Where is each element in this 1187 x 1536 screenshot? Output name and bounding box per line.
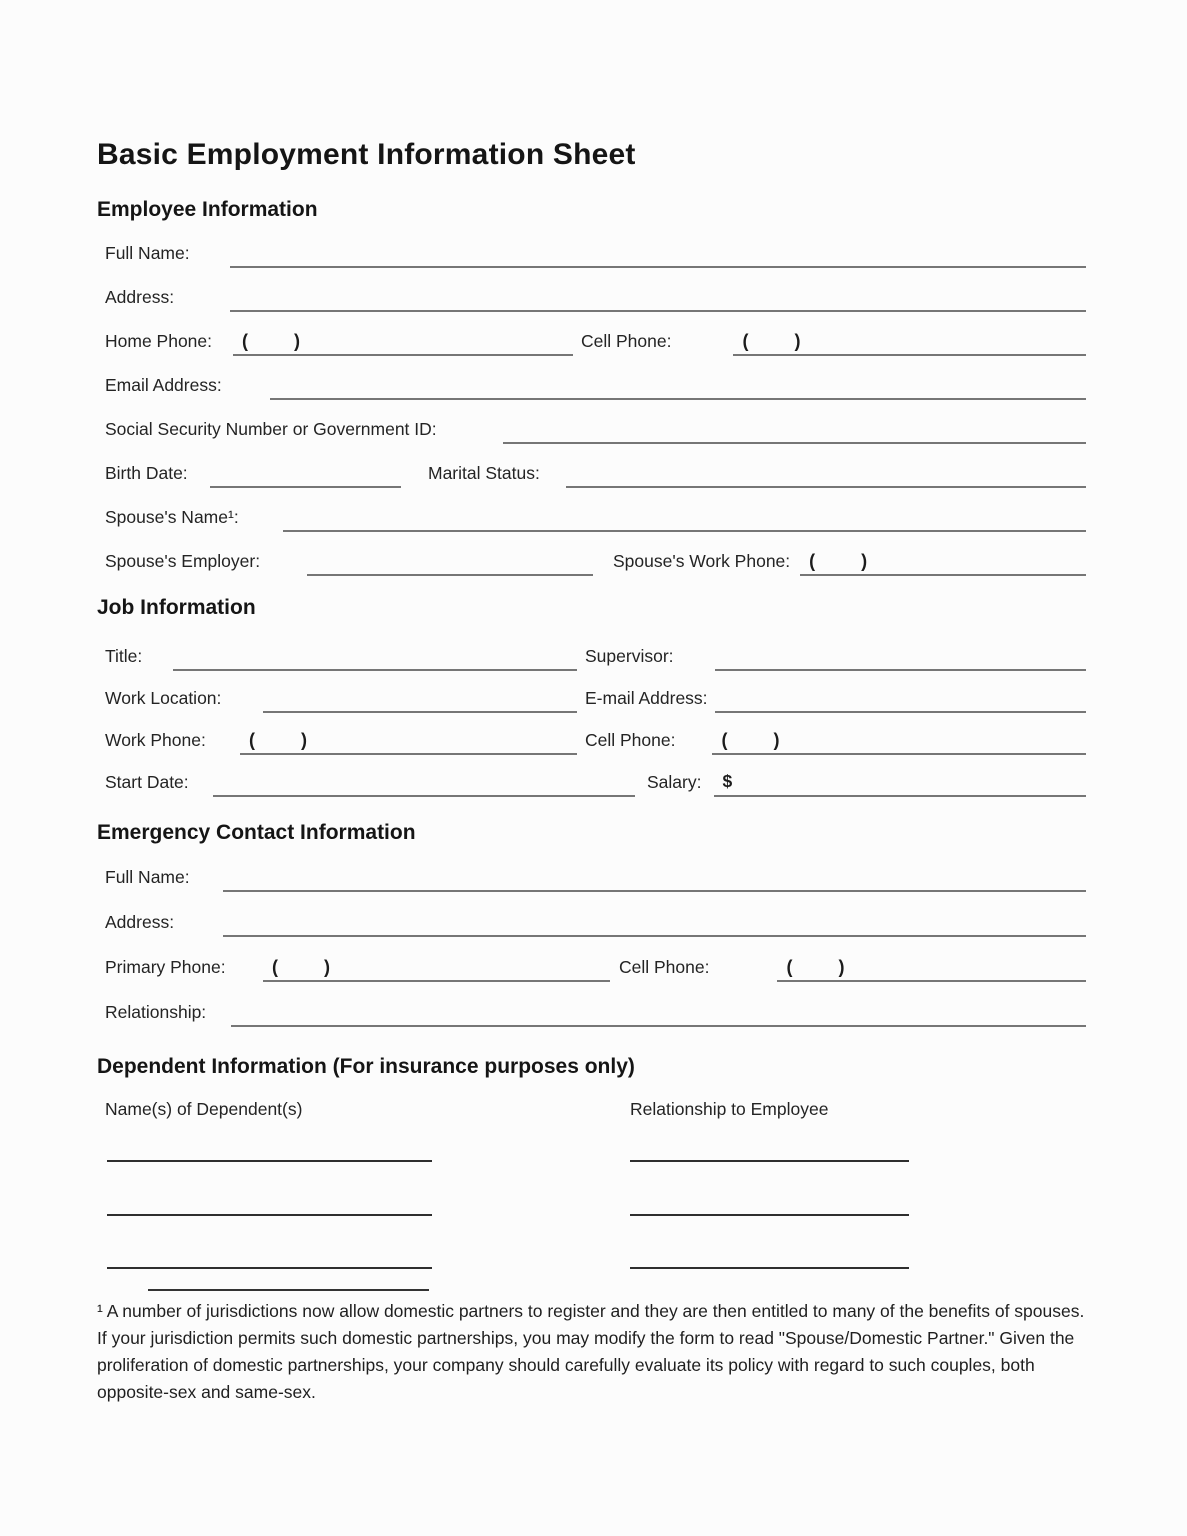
dependent-name-input-line[interactable] (107, 1160, 432, 1162)
start-date-group (105, 755, 635, 797)
dependent-relationship-input-line[interactable] (630, 1160, 909, 1162)
supervisor-input-line[interactable] (715, 629, 1086, 671)
dependent-name-column-header: Name(s) of Dependent(s) (105, 1099, 303, 1119)
employee-cell-phone-label: Cell Phone: (581, 331, 672, 351)
work-phone-group (105, 713, 577, 755)
paren-close: ) (324, 957, 330, 977)
field-row-employee-phones (97, 312, 1086, 356)
marital-status-input-line[interactable] (566, 444, 1086, 488)
field-row-relationship (97, 982, 1086, 1027)
birth-date-group (105, 444, 401, 488)
dependent-relationship-input-line[interactable] (630, 1267, 909, 1269)
emergency-address-input-line[interactable] (223, 892, 1086, 937)
phone-parentheses (249, 730, 307, 751)
dependent-name-input-line[interactable] (107, 1214, 432, 1216)
employee-cell-phone-group (581, 312, 1086, 356)
work-email-label: E-mail Address: (585, 688, 708, 708)
work-phone-label: Work Phone: (105, 730, 206, 750)
field-row-employee-email (97, 356, 1086, 400)
emergency-cell-phone-group (619, 937, 1086, 982)
paren-close: ) (773, 730, 780, 750)
form-content (97, 0, 1086, 1406)
job-cell-phone-label: Cell Phone: (585, 730, 676, 750)
field-row-start-salary (97, 755, 1086, 797)
dependent-row (97, 1267, 1086, 1269)
primary-phone-label: Primary Phone: (105, 957, 226, 977)
dependent-column-headers (97, 1099, 1086, 1120)
paren-open: ( (721, 730, 728, 750)
relationship-label: Relationship: (105, 1002, 207, 1022)
paren-open: ( (272, 957, 278, 977)
phone-parentheses (272, 957, 330, 978)
employee-full-name-input-line[interactable] (230, 224, 1086, 268)
home-phone-group (105, 312, 573, 356)
field-row-emergency-phones (97, 937, 1086, 982)
paren-open: ( (786, 957, 793, 977)
employee-fields (97, 224, 1086, 576)
marital-status-label: Marital Status: (428, 463, 540, 483)
job-title-input-line[interactable] (173, 629, 577, 671)
dollar-sign: $ (722, 771, 733, 791)
field-row-employee-address (97, 268, 1086, 312)
spouse-employer-label: Spouse's Employer: (105, 551, 261, 571)
salary-input-line[interactable] (714, 755, 1086, 797)
phone-parentheses (786, 957, 844, 978)
start-date-label: Start Date: (105, 772, 189, 792)
paren-open: ( (249, 730, 255, 750)
field-row-title-supervisor (97, 629, 1086, 671)
birth-date-input-line[interactable] (210, 444, 401, 488)
paren-close: ) (294, 331, 300, 351)
section-heading-employee: Employee Information (97, 198, 318, 221)
salary-group (647, 755, 1086, 797)
phone-parentheses (742, 331, 800, 352)
paren-open: ( (809, 551, 816, 571)
emergency-address-label: Address: (105, 912, 175, 932)
job-title-group (105, 629, 577, 671)
paren-open: ( (242, 331, 248, 351)
spouse-employer-input-line[interactable] (307, 532, 593, 576)
field-row-birth-marital (97, 444, 1086, 488)
field-row-employee-full-name (97, 224, 1086, 268)
spouse-work-phone-label: Spouse's Work Phone: (613, 551, 791, 571)
primary-phone-input-line[interactable] (263, 937, 610, 982)
spouse-employer-group (105, 532, 593, 576)
phone-parentheses (809, 551, 867, 572)
work-email-input-line[interactable] (715, 671, 1086, 713)
relationship-input-line[interactable] (231, 982, 1086, 1027)
ssn-label: Social Security Number or Government ID: (105, 419, 437, 439)
spouse-name-label: Spouse's Name¹: (105, 507, 239, 527)
section-heading-job: Job Information (97, 596, 256, 619)
footnote-text: ¹ A number of jurisdictions now allow domestic partners to register and they are then entitled to many of the benefits of spouses. If your jurisdiction permits such domestic partnerships, you may modify the form to read "Spouse/Domestic Partner." Given the proliferation of domestic partnerships, your company should carefully evaluate its policy with regard to such couples, both opposite-sex and same-sex. (97, 1301, 1085, 1402)
primary-phone-group (105, 937, 610, 982)
start-date-input-line[interactable] (213, 755, 635, 797)
job-fields (97, 629, 1086, 797)
dependent-row (97, 1160, 1086, 1162)
job-cell-phone-group (585, 713, 1086, 755)
field-row-location-email (97, 671, 1086, 713)
home-phone-input-line[interactable] (233, 312, 573, 356)
page-title: Basic Employment Information Sheet (97, 138, 636, 171)
supervisor-group (585, 629, 1086, 671)
dependent-relationship-input-line[interactable] (630, 1214, 909, 1216)
employee-cell-phone-input-line[interactable] (733, 312, 1086, 356)
job-cell-phone-input-line[interactable] (712, 713, 1086, 755)
section-heading-emergency: Emergency Contact Information (97, 821, 416, 844)
employee-email-input-line[interactable] (270, 356, 1086, 400)
field-row-ssn (97, 400, 1086, 444)
employee-address-input-line[interactable] (230, 268, 1086, 312)
field-row-work-phones (97, 713, 1086, 755)
field-row-emergency-full-name (97, 847, 1086, 892)
work-email-group (585, 671, 1086, 713)
marital-status-group (428, 444, 1086, 488)
section-heading-dependents: Dependent Information (For insurance purposes only) (97, 1055, 635, 1078)
phone-parentheses (721, 730, 779, 751)
work-phone-input-line[interactable] (240, 713, 577, 755)
employee-full-name-label: Full Name: (105, 243, 190, 263)
emergency-cell-phone-input-line[interactable] (777, 937, 1086, 982)
paren-close: ) (861, 551, 868, 571)
field-row-spouse-employer-phone (97, 532, 1086, 576)
supervisor-label: Supervisor: (585, 646, 674, 666)
footnote-separator (148, 1289, 429, 1291)
paren-close: ) (301, 730, 307, 750)
salary-label: Salary: (647, 772, 702, 792)
spouse-name-input-line[interactable] (283, 488, 1086, 532)
field-row-spouse-name (97, 488, 1086, 532)
employee-address-label: Address: (105, 287, 175, 307)
job-title-label: Title: (105, 646, 143, 666)
home-phone-label: Home Phone: (105, 331, 213, 351)
paren-close: ) (794, 331, 801, 351)
dependent-name-input-line[interactable] (107, 1267, 432, 1269)
emergency-cell-phone-label: Cell Phone: (619, 957, 710, 977)
work-location-group (105, 671, 577, 713)
paren-open: ( (742, 331, 749, 351)
spouse-work-phone-input-line[interactable] (800, 532, 1086, 576)
birth-date-label: Birth Date: (105, 463, 188, 483)
phone-parentheses (242, 331, 300, 352)
ssn-input-line[interactable] (503, 400, 1086, 444)
spouse-work-phone-group (613, 532, 1086, 576)
dependent-row (97, 1214, 1086, 1216)
dependent-relationship-column-header: Relationship to Employee (630, 1099, 829, 1119)
emergency-fields (97, 847, 1086, 1027)
field-row-emergency-address (97, 892, 1086, 937)
emergency-full-name-label: Full Name: (105, 867, 190, 887)
employee-email-label: Email Address: (105, 375, 222, 395)
emergency-full-name-input-line[interactable] (223, 847, 1086, 892)
work-location-input-line[interactable] (263, 671, 577, 713)
paren-close: ) (838, 957, 845, 977)
work-location-label: Work Location: (105, 688, 222, 708)
